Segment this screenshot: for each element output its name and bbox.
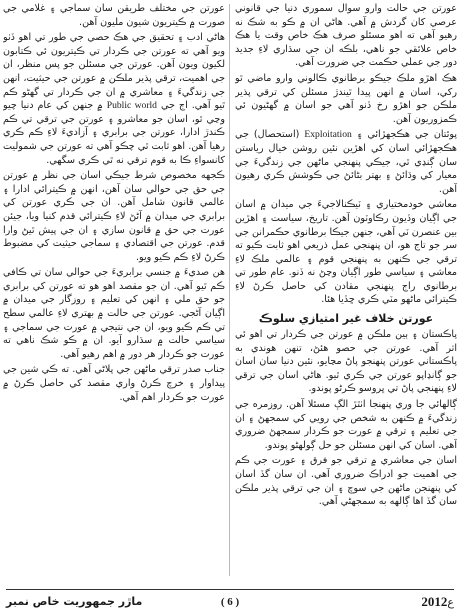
paragraph: ڪجهه مخصوص شرط جيڪي اسان جي نظر ۾ عورتن جي حق جي حوالي سان آهن، انهن ۾ ڪيترائي ادارا ۽ عالمي قانون شامل آهن. ان جي ڪري عورتن کي برابري جي ميدان ۾ آڻڻ لاءِ ڪيترائي قدم کنيا ويا، جيئن عورت جي حق ۾ قانون سازي ۽ ان جي پيش ٿيڻ وارا قدم. عورتن جي اقتصادي ۽ سماجي حيثيت کي مضبوط ڪرڻ لاءِ ڪم ڪيو ويو. (3, 170, 225, 263)
english-term: Public world (106, 100, 157, 112)
page-number: ( 6 ) (220, 596, 240, 608)
paragraph-text: ۾ جنهن کي عام دنيا چيو وڃي ٿو، اسان جو معاشرو ۽ عورتن جي ترقي تي ڪم ڪندڙ ادارا، عورتن جي برابري ۽ آزاديءَ لاءِ ڪم ڪري رهيا آهن. اهو ثابت ٿي چڪو آهي ته عورتن جي شموليت کانسواءِ ڪا به قوم ترقي نه ٿي ڪري سگهي. (3, 100, 225, 166)
issue-year (421, 592, 454, 613)
magazine-title: ماڙر جمهوريت خاص نمبر (6, 595, 143, 608)
paragraph (3, 31, 225, 167)
section-heading: عورتن خلاف غير امتيازي سلوڪ (258, 312, 434, 326)
paragraph: ڳالهائي جا وري پنهنجا اٺٿڙ الڳ مسئلا آهن. روزمره جي زندگيءَ ۾ ڪنهن به شخص جي رويي کي سمجهڻ ۽ ان جي تعليم ۽ ترقي ۾ عورت جو ڪردار سمجهڻ ضروري آهي. اسان کي انهن مسئلن جو حل ڳولهڻو پوندو. (235, 399, 457, 451)
page-footer (6, 592, 454, 612)
article-column-left (3, 2, 225, 582)
english-term: Exploitation (304, 129, 352, 141)
paragraph-text: (استحصال) جي هڪجهڙائي اسان کي اهڙين نئين روشن خيال رياستن سان ڳنڍي ٿي، جيڪي پنهنجي ماڻهن جي زندگيءَ جي معيار کي وڌائڻ ۽ بهتر بڻائڻ جي ڪوشش ڪري رهيون آهن. (235, 129, 457, 195)
paragraph: هن صديءَ ۾ جنسي برابريءَ جي حوالي سان تي ڪافي ڪم ٿيو آهي. ان جو مقصد اهو هو ته عورتن کي برابري جو حق ملي ۽ انهن کي تعليم ۽ روزگار جي ميدان ۾ اڳيان آڻجي. عورتن جي حالت ۾ بهتري لاءِ عالمي سطح تي ڪم ڪيو ويو، ان جي نتيجي ۾ عورت جي سماجي ۽ سياسي حالت ۾ سڌارو آيو. ان ۾ ڪو شڪ ناهي ته عورت جو ڪردار هر دور ۾ اهم رهيو آهي. (3, 267, 225, 360)
year-suffix: ع (447, 596, 454, 609)
paragraph: جناب صدر ترقي ماڻهن جي پلاڻي آهي. ته ڪي شين جي پيداوار ۽ خرچ ڪرڻ واري مقصد کي حاصل ڪرڻ ۾ عورت جو ڪردار اهم آهي. (3, 364, 225, 403)
paragraph: هڪ اهڙو ملڪ جيڪو برطانوي ڪالوني وارو ماضي ٿو رکي، اسان ۾ انهن پيدا ٿيندڙ مسئلن کي ترقي پذير ملڪن جو اهڙو رخ ڏنو آهي جو اسان ۾ گهڻيون ئي ڪمزوريون آهن. (235, 72, 457, 125)
year-number: 2012 (421, 594, 448, 609)
paragraph-text: هاڻي ادب ۽ تحقيق جي هڪ حصي جي طور تي اهو ڏٺو ويو آهي ته عورتن جي ڪردار تي ڪيتريون ئي ڪتابون لکيون ويون آهن. عورتن جي مسئلن جو پس منظر، ان جي اهميت، ترقي پذير ملڪن ۾ عورتن جي حيثيت، انهن جي زندگيءَ ۽ معاشري ۾ ان جي ڪردار تي گهڻو ڪم ٿيو آهي. اڄ جي (3, 32, 225, 112)
column-divider (229, 4, 230, 576)
paragraph: اسان جي معاشري ۾ ترقي جو فرق ۽ عورت جي ڪم جي اهميت جو ادراڪ ضروري آهي. ان سان گڏ اسان کي پنهنجن ماڻهن جي سوچ ۽ ان جي ترقي پذير ملڪن سان گڏ اها ڳالهه به سمجهڻي آهي. (235, 455, 457, 508)
paragraph: عورتن جي حالت وارو سوال سموري دنيا جي قانوني عرصي کان گردش ۾ آهي. هاڻي ان ۾ ڪو به شڪ نه رهيو آهي ته اهو مسئلو صرف هڪ خاص وقت يا هڪ خاص علائقي جو ناهي، بلڪه ان جي سڌاري لاءِ جديد دور جي عملي حڪمت جي ضرورت آهي. (235, 3, 457, 69)
paragraph (235, 128, 457, 196)
paragraph-text: پوئتان جي هڪجهڙائي ۽ (356, 129, 457, 141)
paragraph: معاشي خودمختياري ۽ ٽيڪنالاجيءَ جي ميدان ۾ اسان جي اڳيان وڏيون رڪاوٽون آهن. تاريخ، سياست ۽ اهڙين بين عنصرن ٽي آهي، جنهن جيڪا برطانوي حڪمرانن جي سر جو تاج هو، ان پنهنجي عمل ذريعي اهو ثابت ڪيو ته ترقي جي ڪنهن به پنهنجي قوم ۽ عالمي ملڪ لاءِ معاشي ۽ سياسي طور اڳيان وڃڻ نه ڏنو. عام طور تي برطانوي راڄ پنهنجي مقادن کي حاصل ڪرڻ لاءِ ڪيترائي ماڻهو مٽي ڪري ڇڏيا هئا. (235, 199, 457, 306)
article-column-right (235, 2, 457, 582)
paragraph: عورتن جي مختلف طريقن سان سماجي ۽ غلامي جي صورت ۾ ڪيتريون شيون مليون آهن. (3, 3, 225, 28)
paragraph: پاڪستان ۽ ٻين ملڪن ۾ عورتن جي ڪردار تي اهو ئي اثر آهي. عورتن جي حصو هئڻ، تنهن هوندي به پاڪستاني عورتن پنهنجو پاڻ مڃايو، نئين دنيا سان اسان جو ڳانڍاپو عورتن جي ڪري ٿيو. هاڻي اسان جي ترقي لاءِ پنهنجي پاڻ تي ڀروسو ڪرڻو پوندو. (235, 329, 457, 395)
footer-rule (6, 589, 454, 590)
